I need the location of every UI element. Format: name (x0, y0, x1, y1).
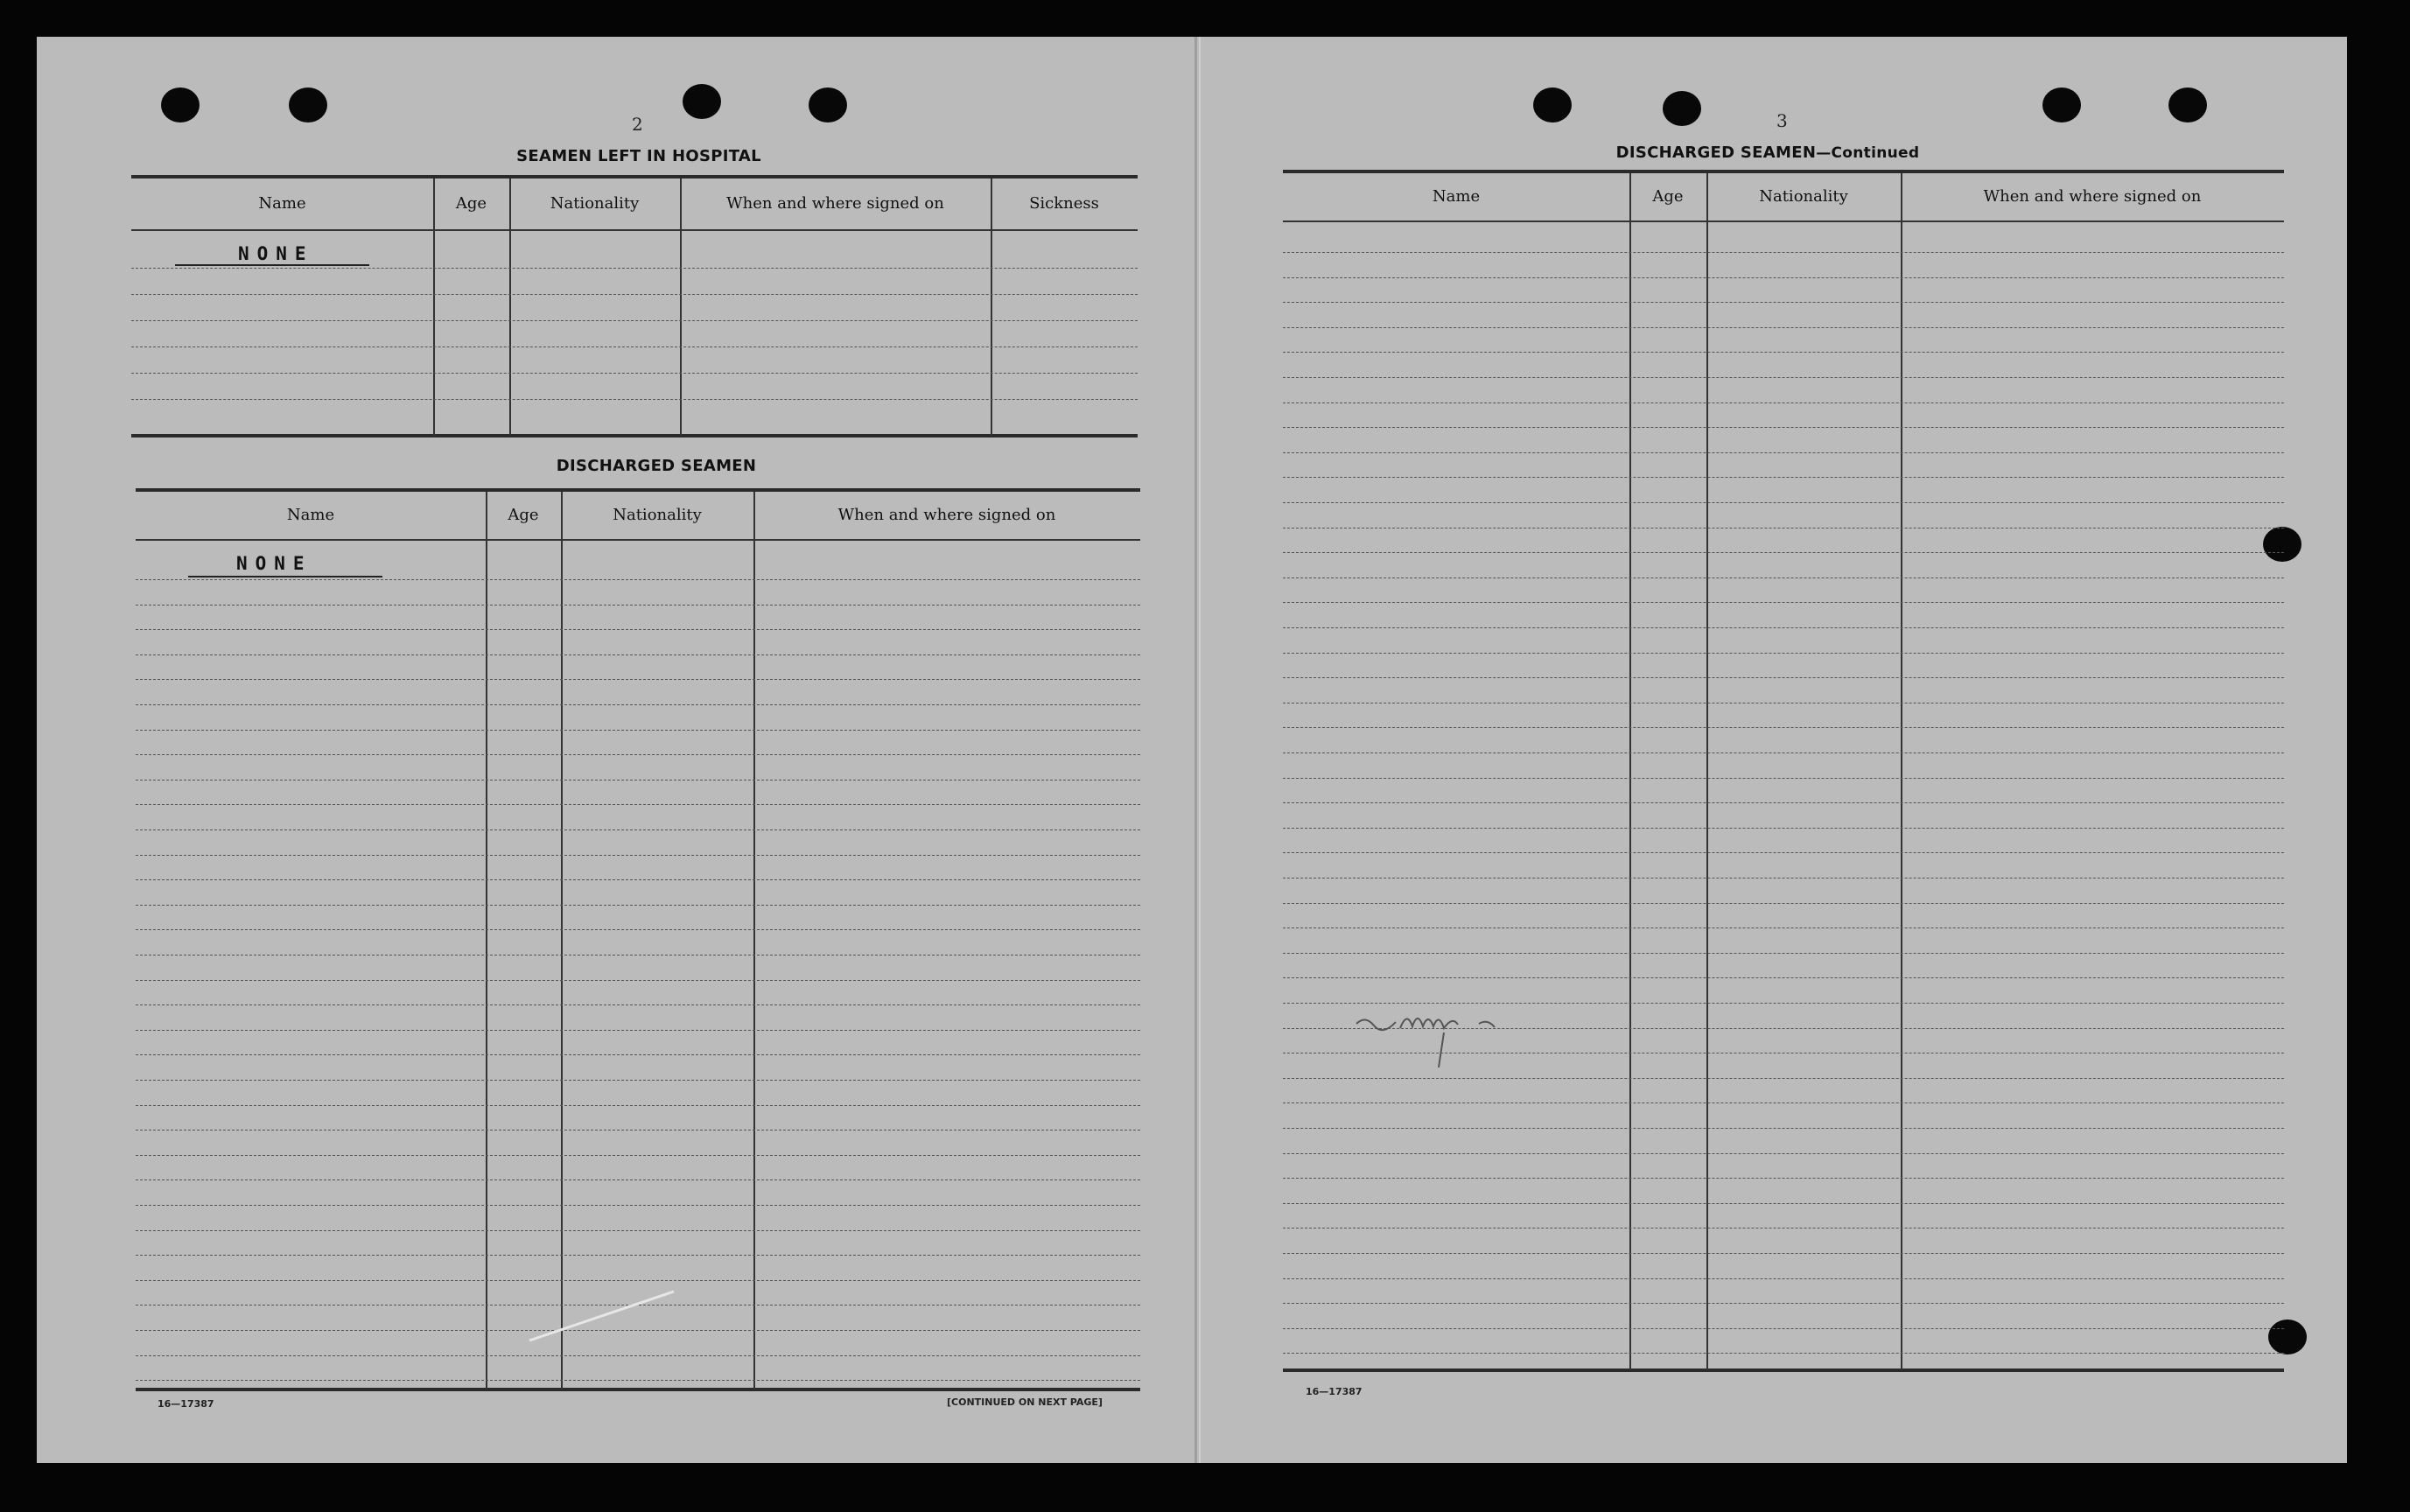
ruled-line (1283, 802, 2284, 803)
ruled-line (136, 1030, 1140, 1031)
form-number-left: 16—17387 (158, 1398, 214, 1410)
ruled-line (1283, 402, 2284, 403)
punch-hole (161, 88, 200, 122)
ruled-line (136, 929, 1140, 930)
discharged-continued-main: DISCHARGED SEAMEN (1615, 144, 1817, 162)
ruled-line (136, 804, 1140, 805)
ruled-line (1283, 427, 2284, 428)
hospital-col-nationality: Nationality (550, 194, 640, 213)
hospital-col-name: Name (258, 194, 306, 213)
ruled-line (136, 1230, 1140, 1231)
ruled-line (1283, 1303, 2284, 1304)
ruled-line (136, 605, 1140, 606)
handwritten-scribble (1348, 980, 1558, 1076)
ruled-line (1283, 778, 2284, 779)
discharged-section-title: DISCHARGED SEAMEN (556, 457, 757, 475)
punch-hole (809, 88, 847, 122)
punch-hole (289, 88, 327, 122)
ruled-line (1283, 327, 2284, 328)
ruled-line (1283, 1203, 2284, 1204)
page-fold (1194, 37, 1197, 1463)
ruled-line (1283, 653, 2284, 654)
ruled-line (1283, 1128, 2284, 1129)
ruled-line (1283, 552, 2284, 553)
ruled-line (136, 955, 1140, 956)
punch-hole (2168, 88, 2207, 122)
ruled-line (136, 905, 1140, 906)
ruled-line (1283, 627, 2284, 628)
discharged-entry-none: NONE (236, 553, 312, 574)
page-fold-highlight (1199, 37, 1201, 1463)
ruled-line (1283, 1178, 2284, 1179)
discharged-continued-title (1540, 144, 1995, 162)
ruled-line (136, 1355, 1140, 1356)
ruled-line (136, 704, 1140, 705)
continued-note: [CONTINUED ON NEXT PAGE] (947, 1396, 1103, 1408)
discharged-col-signed-on: When and where signed on (837, 506, 1056, 524)
ruled-line (1283, 352, 2284, 353)
ruled-line (1283, 677, 2284, 678)
hospital-col-signed-on: When and where signed on (726, 194, 944, 213)
ruled-line (136, 1380, 1140, 1381)
ruled-line (136, 730, 1140, 731)
punch-hole (1533, 88, 1572, 122)
discharged-col-name: Name (286, 506, 335, 524)
ruled-line (1283, 377, 2284, 378)
page-number-left: 2 (632, 114, 643, 135)
ruled-line (1283, 1078, 2284, 1079)
ruled-line (1283, 1253, 2284, 1254)
ruled-line (1283, 752, 2284, 753)
discharged-col-nationality: Nationality (613, 506, 702, 524)
ruled-line (1283, 977, 2284, 978)
continued-col-signed-on: When and where signed on (1983, 187, 2202, 206)
ruled-line (1283, 452, 2284, 453)
ruled-line (1283, 828, 2284, 829)
ruled-line (1283, 727, 2284, 728)
ruled-line (136, 654, 1140, 655)
continued-col-age: Age (1652, 187, 1684, 206)
punch-hole (1663, 91, 1701, 126)
ruled-line (1283, 1328, 2284, 1329)
page-number-right: 3 (1776, 110, 1788, 131)
ruled-line (1283, 953, 2284, 954)
ruled-line (1283, 277, 2284, 278)
ruled-line (1283, 252, 2284, 253)
continued-col-nationality: Nationality (1759, 187, 1848, 206)
ruled-line (136, 1105, 1140, 1106)
ruled-line (136, 1255, 1140, 1256)
ruled-line (136, 879, 1140, 880)
ruled-line (136, 1205, 1140, 1206)
discharged-continued-suffix: —Continued (1816, 144, 1920, 162)
ruled-line (136, 754, 1140, 755)
discharged-table-left (136, 488, 1140, 1391)
hospital-entry-none: NONE (238, 243, 314, 264)
hospital-entry-underline (175, 264, 369, 266)
ruled-line (1283, 302, 2284, 303)
punch-hole (683, 84, 721, 119)
continued-col-name: Name (1432, 187, 1481, 206)
discharged-col-age: Age (508, 506, 539, 524)
ruled-line (1283, 1353, 2284, 1354)
punch-hole (2042, 88, 2081, 122)
ruled-line (136, 1004, 1140, 1005)
ruled-line (136, 855, 1140, 856)
ruled-line (136, 980, 1140, 981)
ruled-line (136, 1054, 1140, 1055)
ruled-line (1283, 502, 2284, 503)
ruled-line (1283, 703, 2284, 704)
discharged-table-right (1283, 170, 2284, 1376)
ruled-line (1283, 1102, 2284, 1103)
ruled-line (136, 629, 1140, 630)
ruled-line (1283, 852, 2284, 853)
ruled-line (1283, 477, 2284, 478)
hospital-col-sickness: Sickness (1029, 194, 1099, 213)
hospital-table (131, 175, 1138, 439)
ruled-line (136, 679, 1140, 680)
ruled-line (1283, 1153, 2284, 1154)
ruled-line (136, 1280, 1140, 1281)
form-number-right: 16—17387 (1306, 1386, 1363, 1397)
ruled-line (1283, 602, 2284, 603)
ruled-line (1283, 903, 2284, 904)
hospital-section-title: SEAMEN LEFT IN HOSPITAL (516, 147, 761, 165)
discharged-entry-underline (188, 576, 382, 578)
pencil-mark (525, 1286, 683, 1348)
ruled-line (136, 1080, 1140, 1081)
hospital-col-age: Age (455, 194, 487, 213)
ruled-line (136, 579, 1140, 580)
ruled-line (136, 1155, 1140, 1156)
ruled-line (1283, 1278, 2284, 1279)
